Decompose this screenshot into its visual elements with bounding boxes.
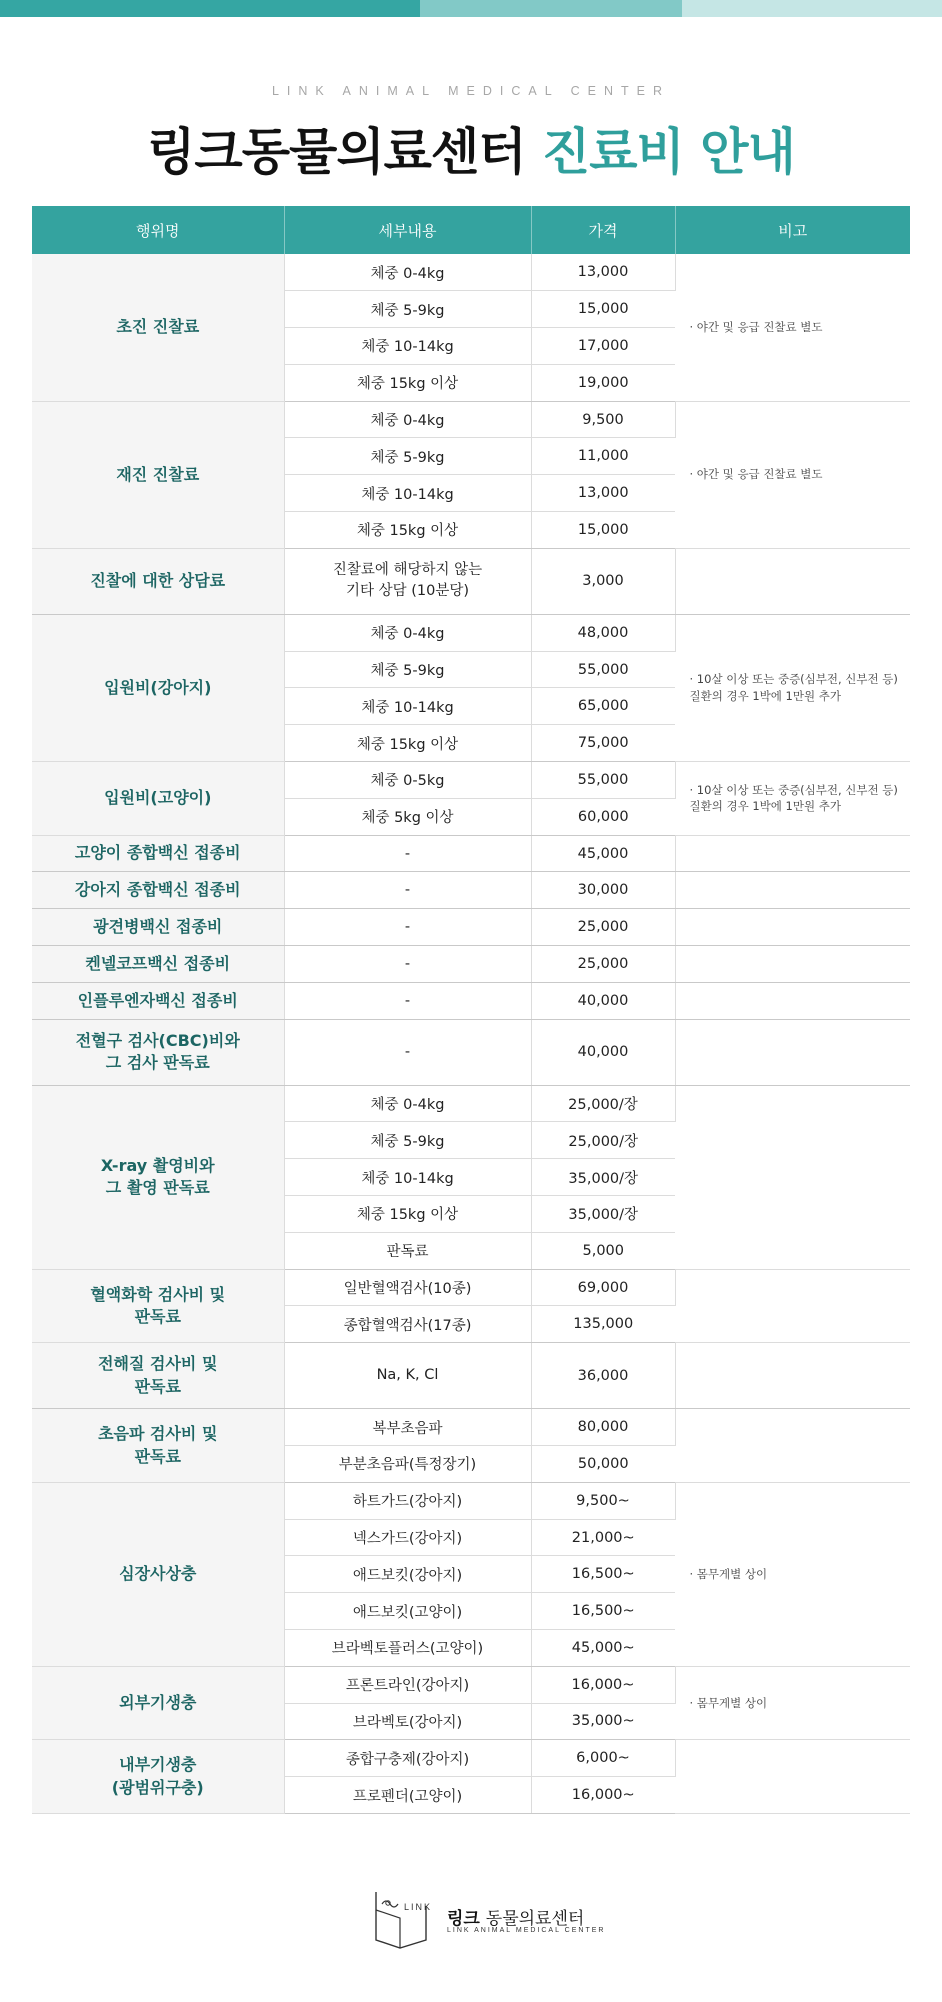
- footer-name-bold: 링크: [447, 1909, 480, 1929]
- item-detail: 체중 5-9kg: [284, 291, 531, 328]
- item-name: 입원비(강아지): [32, 614, 284, 761]
- item-name: 강아지 종합백신 접종비: [32, 872, 284, 909]
- item-detail: -: [284, 1019, 531, 1085]
- item-name: 재진 진찰료: [32, 401, 284, 548]
- table-row: [32, 1409, 910, 1446]
- top-bar-segment: [420, 0, 682, 17]
- item-detail: 체중 5-9kg: [284, 1122, 531, 1159]
- item-detail: 부분초음파(특정장기): [284, 1446, 531, 1483]
- link-logo-icon: [366, 1880, 444, 1952]
- table-row: [32, 1269, 910, 1306]
- item-price: 55,000: [531, 762, 675, 799]
- item-note: [675, 1343, 910, 1409]
- item-detail: 체중 15kg 이상: [284, 364, 531, 401]
- item-note: [675, 909, 910, 946]
- item-detail: 프로펜더(고양이): [284, 1777, 531, 1814]
- item-note: [675, 1019, 910, 1085]
- item-name: 고양이 종합백신 접종비: [32, 835, 284, 872]
- item-price: 11,000: [531, 438, 675, 475]
- item-price: 35,000/장: [531, 1196, 675, 1233]
- table-row: [32, 254, 910, 291]
- footer-clinic-name: [447, 1904, 584, 1929]
- table-row: [32, 946, 910, 983]
- item-detail: 브라벡토플러스(고양이): [284, 1630, 531, 1667]
- item-note: [675, 1740, 910, 1814]
- item-note: · 몸무게별 상이: [675, 1482, 910, 1666]
- item-name: 외부기생충: [32, 1666, 284, 1740]
- table-row: [32, 614, 910, 651]
- item-price: 135,000: [531, 1306, 675, 1343]
- item-detail: 체중 15kg 이상: [284, 512, 531, 549]
- item-detail: 체중 0-4kg: [284, 401, 531, 438]
- column-header: 비고: [675, 206, 910, 254]
- item-price: 35,000/장: [531, 1159, 675, 1196]
- item-name: 초음파 검사비 및 판독료: [32, 1409, 284, 1483]
- item-note: · 10살 이상 또는 중증(심부전, 신부전 등) 질환의 경우 1박에 1만원 추가: [675, 614, 910, 761]
- item-name: 초진 진찰료: [32, 254, 284, 401]
- top-bar-segment: [682, 0, 942, 17]
- item-price: 35,000~: [531, 1703, 675, 1740]
- column-header: 세부내용: [284, 206, 531, 254]
- item-price: 9,500~: [531, 1482, 675, 1519]
- item-price: 50,000: [531, 1446, 675, 1483]
- table-row: [32, 1666, 910, 1703]
- item-note: [675, 946, 910, 983]
- item-detail: 체중 0-4kg: [284, 254, 531, 291]
- item-detail: 일반혈액검사(10종): [284, 1269, 531, 1306]
- item-name: 입원비(고양이): [32, 762, 284, 836]
- item-name: 진찰에 대한 상담료: [32, 548, 284, 614]
- item-name: 심장사상충: [32, 1482, 284, 1666]
- item-detail: 판독료: [284, 1232, 531, 1269]
- item-note: [675, 1409, 910, 1483]
- item-price: 19,000: [531, 364, 675, 401]
- item-name: 혈액화학 검사비 및 판독료: [32, 1269, 284, 1343]
- item-detail: -: [284, 835, 531, 872]
- item-price: 16,500~: [531, 1593, 675, 1630]
- item-detail: 애드보킷(고양이): [284, 1593, 531, 1630]
- footer-subtitle: LINK ANIMAL MEDICAL CENTER: [447, 1927, 606, 1934]
- item-price: 15,000: [531, 512, 675, 549]
- item-note: · 10살 이상 또는 중증(심부전, 신부전 등) 질환의 경우 1박에 1만원 추가: [675, 762, 910, 836]
- item-note: [675, 1269, 910, 1343]
- item-price: 45,000~: [531, 1630, 675, 1667]
- item-detail: 체중 10-14kg: [284, 475, 531, 512]
- item-detail: -: [284, 946, 531, 983]
- table-row: [32, 1343, 910, 1409]
- item-price: 15,000: [531, 291, 675, 328]
- item-detail: 종합혈액검사(17종): [284, 1306, 531, 1343]
- item-detail: 체중 5-9kg: [284, 651, 531, 688]
- item-price: 80,000: [531, 1409, 675, 1446]
- item-detail: 체중 5kg 이상: [284, 798, 531, 835]
- item-price: 25,000: [531, 946, 675, 983]
- item-price: 36,000: [531, 1343, 675, 1409]
- logo-word: LINK: [404, 1902, 433, 1912]
- item-price: 6,000~: [531, 1740, 675, 1777]
- item-price: 48,000: [531, 614, 675, 651]
- item-note: · 야간 및 응급 진찰료 별도: [675, 254, 910, 401]
- item-detail: -: [284, 982, 531, 1019]
- item-price: 13,000: [531, 475, 675, 512]
- item-name: X-ray 촬영비와 그 촬영 판독료: [32, 1085, 284, 1269]
- fee-table: [32, 206, 910, 1814]
- column-header: 행위명: [32, 206, 284, 254]
- item-name: 내부기생충 (광범위구충): [32, 1740, 284, 1814]
- item-price: 25,000/장: [531, 1085, 675, 1122]
- top-color-bar: [0, 0, 942, 17]
- item-note: [675, 1085, 910, 1269]
- item-price: 65,000: [531, 688, 675, 725]
- item-detail: 종합구충제(강아지): [284, 1740, 531, 1777]
- table-header-row: [32, 206, 910, 254]
- item-detail: 넥스가드(강아지): [284, 1519, 531, 1556]
- item-price: 17,000: [531, 328, 675, 365]
- item-price: 69,000: [531, 1269, 675, 1306]
- table-row: [32, 1482, 910, 1519]
- item-detail: 체중 15kg 이상: [284, 1196, 531, 1233]
- item-price: 5,000: [531, 1232, 675, 1269]
- item-price: 40,000: [531, 1019, 675, 1085]
- item-price: 60,000: [531, 798, 675, 835]
- page-title: [0, 112, 942, 184]
- top-bar-segment: [0, 0, 420, 17]
- item-name: 전혈구 검사(CBC)비와 그 검사 판독료: [32, 1019, 284, 1085]
- item-note: · 야간 및 응급 진찰료 별도: [675, 401, 910, 548]
- item-detail: 하트가드(강아지): [284, 1482, 531, 1519]
- page-subtitle: LINK ANIMAL MEDICAL CENTER: [271, 84, 671, 98]
- table-row: [32, 872, 910, 909]
- table-body: [32, 254, 910, 1813]
- table-row: [32, 1019, 910, 1085]
- footer-logo: [366, 1880, 606, 1952]
- table-row: [32, 909, 910, 946]
- title-accent: 진료비 안내: [541, 123, 795, 181]
- item-detail: 브라벡토(강아지): [284, 1703, 531, 1740]
- item-note: [675, 982, 910, 1019]
- footer-name-light: 동물의료센터: [485, 1909, 585, 1929]
- item-note: · 몸무게별 상이: [675, 1666, 910, 1740]
- item-detail: 체중 0-5kg: [284, 762, 531, 799]
- item-name: 켄넬코프백신 접종비: [32, 946, 284, 983]
- item-detail: 체중 0-4kg: [284, 1085, 531, 1122]
- item-price: 25,000: [531, 909, 675, 946]
- item-detail: 체중 10-14kg: [284, 688, 531, 725]
- table-row: [32, 982, 910, 1019]
- item-price: 25,000/장: [531, 1122, 675, 1159]
- item-detail: 체중 10-14kg: [284, 328, 531, 365]
- table-row: [32, 1740, 910, 1777]
- item-detail: 체중 0-4kg: [284, 614, 531, 651]
- item-detail: 진찰료에 해당하지 않는 기타 상담 (10분당): [284, 548, 531, 614]
- table-row: [32, 1085, 910, 1122]
- item-price: 16,000~: [531, 1777, 675, 1814]
- item-price: 55,000: [531, 651, 675, 688]
- item-note: [675, 872, 910, 909]
- item-note: [675, 835, 910, 872]
- item-price: 30,000: [531, 872, 675, 909]
- item-price: 16,500~: [531, 1556, 675, 1593]
- item-price: 9,500: [531, 401, 675, 438]
- item-name: 전해질 검사비 및 판독료: [32, 1343, 284, 1409]
- item-detail: 복부초음파: [284, 1409, 531, 1446]
- item-note: [675, 548, 910, 614]
- column-header: 가격: [531, 206, 675, 254]
- item-detail: 체중 5-9kg: [284, 438, 531, 475]
- item-detail: 프론트라인(강아지): [284, 1666, 531, 1703]
- item-price: 75,000: [531, 725, 675, 762]
- item-price: 13,000: [531, 254, 675, 291]
- table-row: [32, 835, 910, 872]
- item-price: 21,000~: [531, 1519, 675, 1556]
- table-row: [32, 548, 910, 614]
- item-price: 3,000: [531, 548, 675, 614]
- item-detail: -: [284, 909, 531, 946]
- item-price: 45,000: [531, 835, 675, 872]
- item-detail: -: [284, 872, 531, 909]
- item-price: 16,000~: [531, 1666, 675, 1703]
- item-detail: 애드보킷(강아지): [284, 1556, 531, 1593]
- item-detail: Na, K, Cl: [284, 1343, 531, 1409]
- item-price: 40,000: [531, 982, 675, 1019]
- table-row: [32, 762, 910, 799]
- title-main: 링크동물의료센터: [147, 123, 526, 181]
- item-name: 인플루엔자백신 접종비: [32, 982, 284, 1019]
- item-detail: 체중 15kg 이상: [284, 725, 531, 762]
- item-detail: 체중 10-14kg: [284, 1159, 531, 1196]
- table-row: [32, 401, 910, 438]
- item-name: 광견병백신 접종비: [32, 909, 284, 946]
